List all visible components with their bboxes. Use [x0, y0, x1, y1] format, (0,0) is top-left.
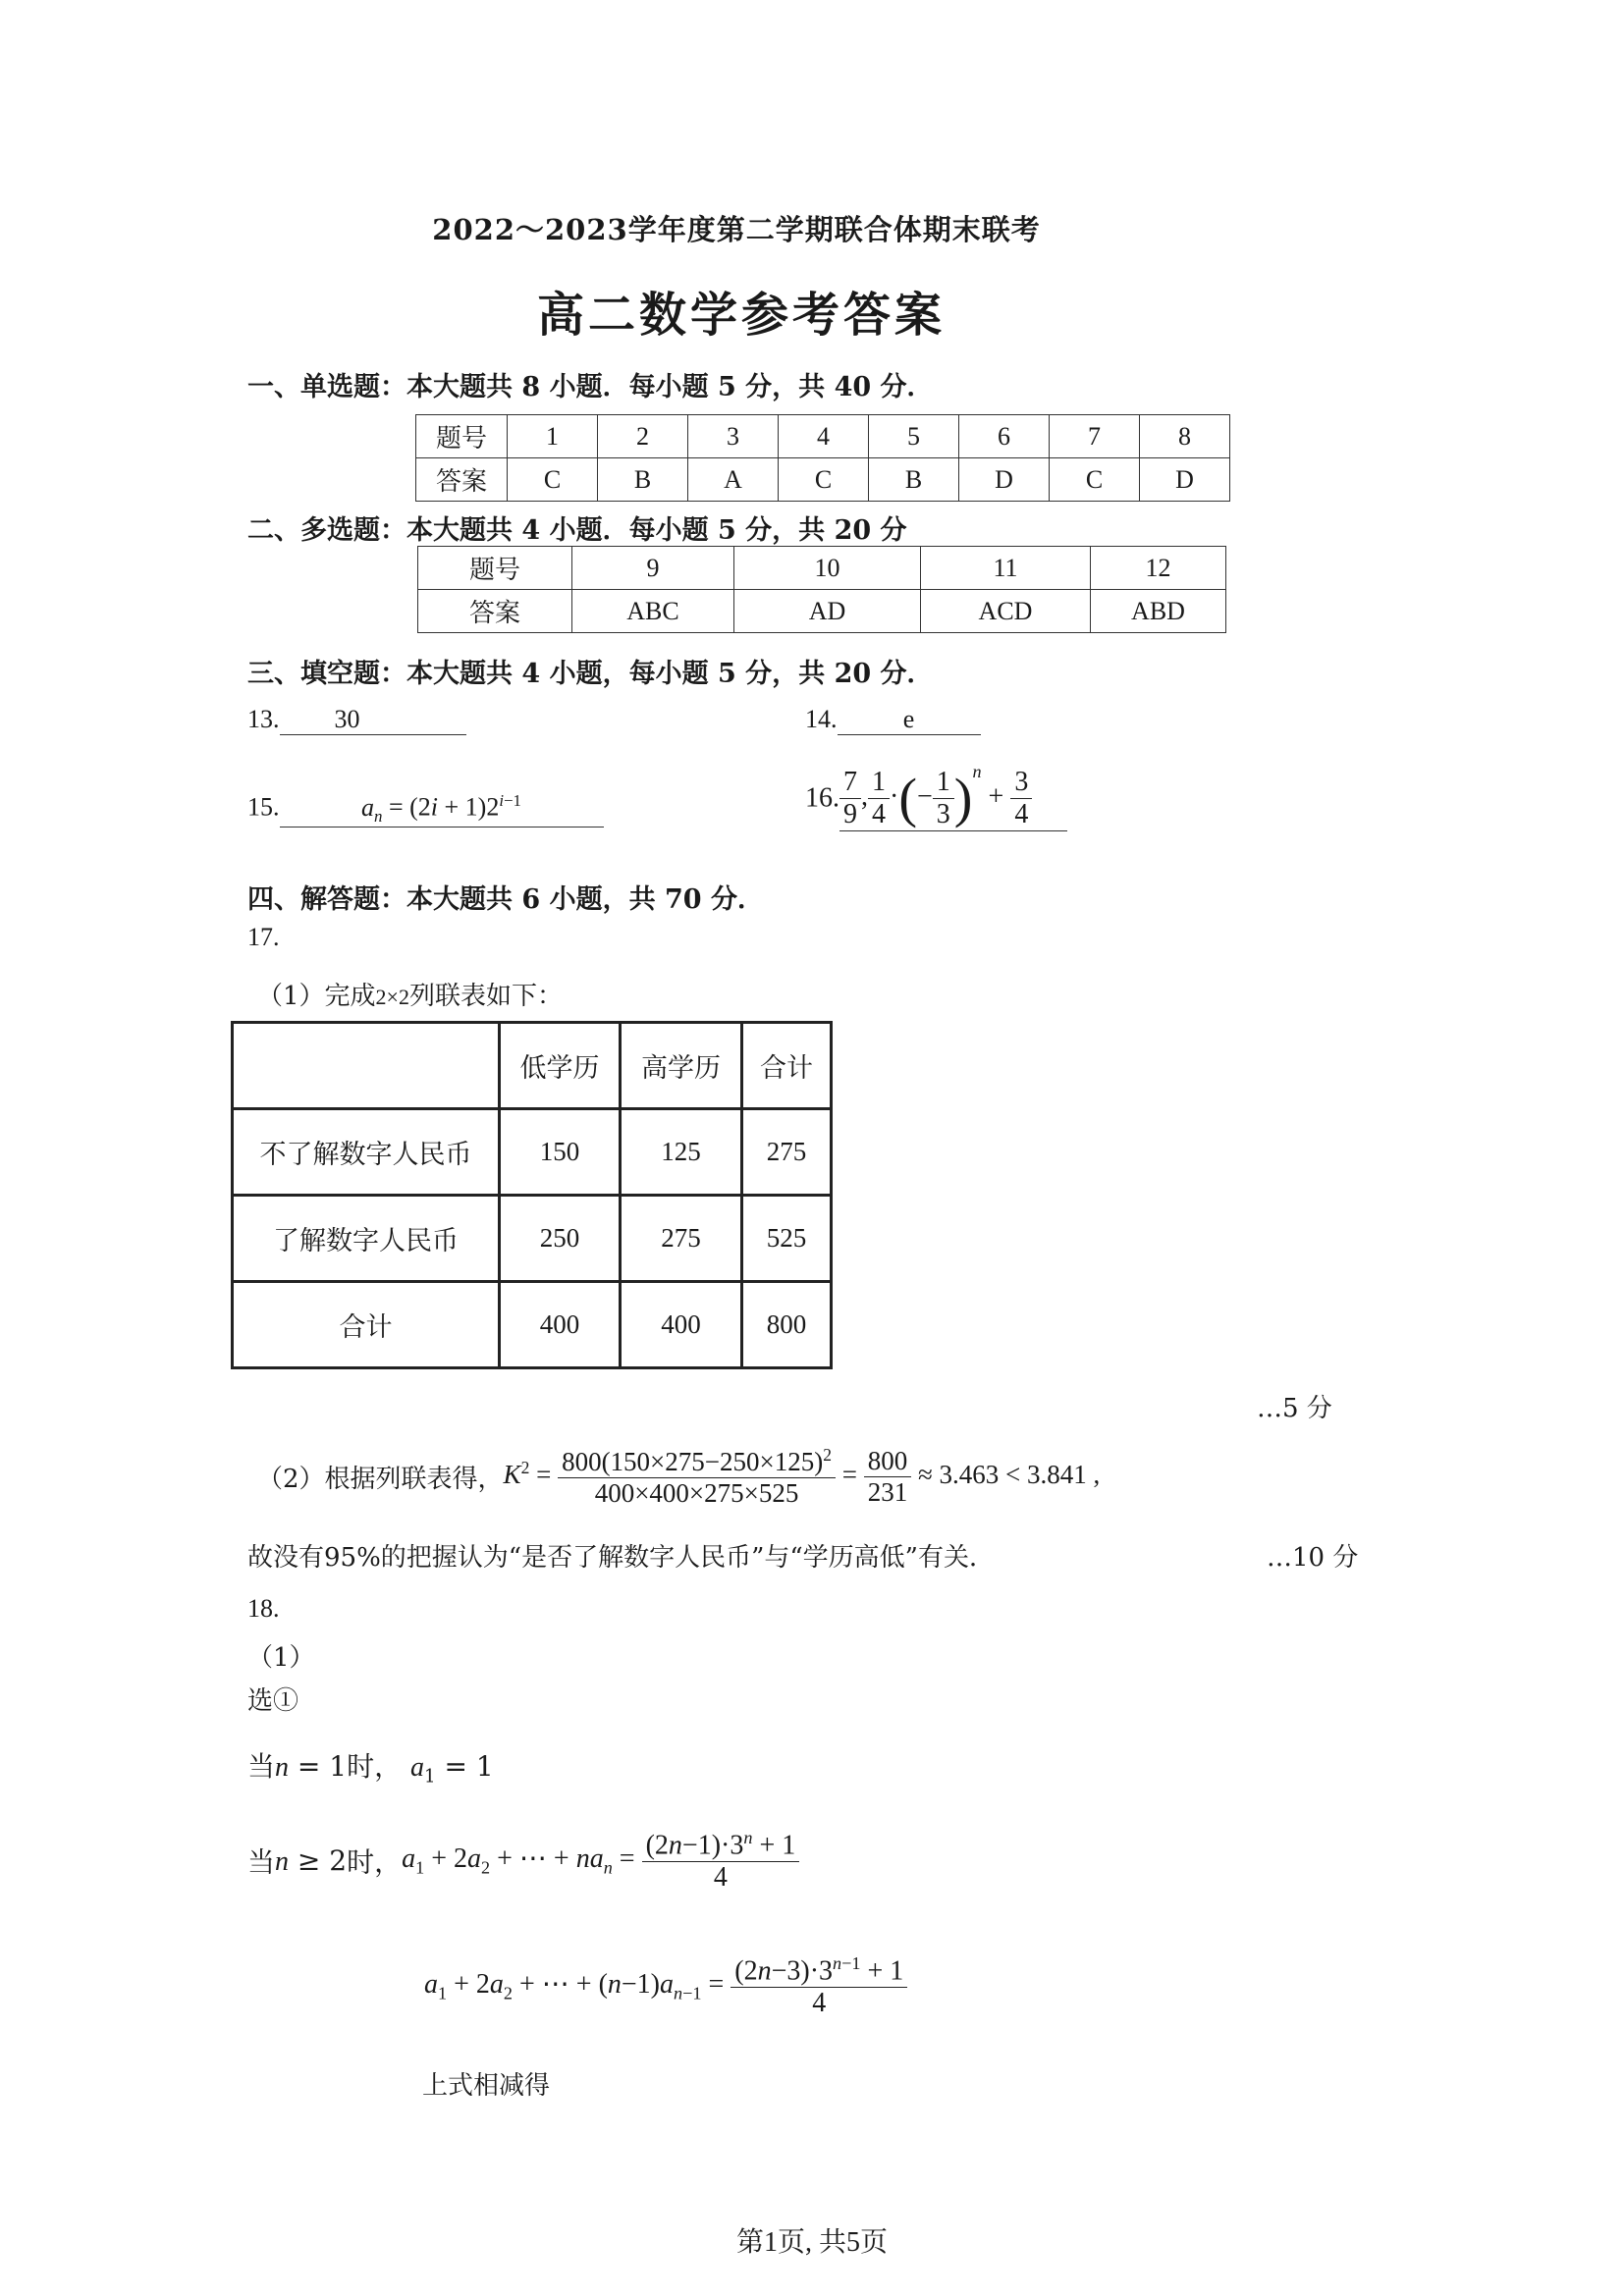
table-row — [233, 1109, 832, 1196]
answer-cell: A — [688, 458, 779, 502]
answer-cell: D — [959, 458, 1050, 502]
table-cell: 275 — [742, 1109, 832, 1196]
table-cell: 250 — [500, 1196, 621, 1282]
answer-cell: D — [1140, 458, 1230, 502]
question-14 — [805, 705, 981, 735]
question-15 — [247, 791, 604, 828]
table-row — [233, 1023, 832, 1109]
single-choice-answer-table — [415, 414, 1230, 502]
part-2-intro-text: （2）根据列联表得， — [257, 1465, 504, 1494]
table-row — [418, 590, 1226, 633]
section-4-heading: 四、解答题：本大题共 6 小题，共 70 分． — [247, 884, 764, 915]
equation-2: $a_1 + 2a_2$ + ⋯ + $(n-1)a_{n-1}$ = $\frac{(2n-3)\cdot 3^{n-1} + 1}{4}$ — [424, 1953, 907, 2019]
contingency-table — [231, 1021, 833, 1369]
part-1-tail-text: 列联表如下： — [408, 982, 563, 1011]
answer-cell: C — [1050, 458, 1140, 502]
table-row — [416, 415, 1230, 458]
part-1-intro-text: （1）完成 — [257, 982, 376, 1011]
table-row — [416, 458, 1230, 502]
score-mark-1: …5 分 — [1257, 1394, 1332, 1423]
row-label: 答案 — [418, 590, 572, 633]
table-cell: 合计 — [233, 1282, 500, 1368]
question-number: 12 — [1091, 547, 1226, 590]
question-16-answer: $\frac{7}{9}$ , $\frac{1}{4}$ ·(− $\frac{1}{3}$ )$^n$ + $\frac{3}{4}$ — [839, 762, 1067, 831]
page-number: 第1页, 共5页 — [735, 2227, 888, 2258]
answer-cell: ABD — [1091, 590, 1226, 633]
question-17-part-1-intro — [257, 976, 563, 1012]
question-number: 8 — [1140, 415, 1230, 458]
question-13-answer: 30 — [280, 705, 466, 735]
question-13-label: 13. — [247, 705, 280, 733]
answer-cell: B — [869, 458, 959, 502]
question-number: 7 — [1050, 415, 1140, 458]
question-18-choice: 选① — [247, 1686, 299, 1716]
case-2-suffix: 时， — [347, 1845, 403, 1879]
table-cell: 800 — [742, 1282, 832, 1368]
table-cell: 了解数字人民币 — [233, 1196, 500, 1282]
question-13 — [247, 705, 466, 735]
question-16 — [805, 762, 1067, 831]
table-row — [233, 1196, 832, 1282]
question-18-label: 18. — [247, 1594, 280, 1623]
equation-1: $a_1 + 2a_2$ + ⋯ + $na_n$ = $\frac{(2n-1)\cdot 3^n + 1}{4}$ — [402, 1843, 799, 1874]
table-header-cell: 合计 — [742, 1023, 832, 1109]
table-cell: 400 — [500, 1282, 621, 1368]
chi-square-formula: $K^2$ = $\frac{800(150\times 275-250\times 125)^2}{400\times 400\times 275\times 525}$ = $\frac{800}{231}$ ≈ 3.463 < 3.841 , — [503, 1445, 1101, 1508]
question-18-case-2: 当n ≥ 2时，$a_1 + 2a_2$ + ⋯ + $na_n$ = $\frac{(2n-1)\cdot 3^n + 1}{4}$ — [247, 1828, 799, 1894]
question-number: 2 — [598, 415, 688, 458]
question-15-answer: $a_n = (2i + 1)2^{i-1}$ — [280, 791, 604, 828]
answer-cell: ABC — [572, 590, 734, 633]
row-label: 答案 — [416, 458, 508, 502]
case-1-prefix: 当 — [247, 1750, 276, 1783]
table-cell: 525 — [742, 1196, 832, 1282]
answer-cell: C — [508, 458, 598, 502]
question-number: 9 — [572, 547, 734, 590]
row-label: 题号 — [416, 415, 508, 458]
table-cell: 不了解数字人民币 — [233, 1109, 500, 1196]
page-title: 高二数学参考答案 — [536, 288, 946, 343]
table-header-cell: 高学历 — [621, 1023, 742, 1109]
answer-cell: C — [779, 458, 869, 502]
section-1-heading: 一、单选题：本大题共 8 小题．每小题 5 分，共 40 分． — [247, 372, 934, 402]
question-number: 11 — [921, 547, 1091, 590]
question-16-label: 16. — [805, 782, 839, 814]
question-14-label: 14. — [805, 705, 838, 733]
question-number: 3 — [688, 415, 779, 458]
question-number: 4 — [779, 415, 869, 458]
question-number: 5 — [869, 415, 959, 458]
question-14-answer: e — [838, 705, 981, 735]
multiple-choice-answer-table — [417, 546, 1226, 633]
section-2-heading: 二、多选题：本大题共 4 小题．每小题 5 分，共 20 分 — [247, 515, 907, 546]
question-17-label: 17. — [247, 923, 280, 951]
question-number: 1 — [508, 415, 598, 458]
table-row — [418, 547, 1226, 590]
case-1-suffix: 时， — [347, 1750, 403, 1783]
question-18-part-1: （1） — [247, 1643, 315, 1673]
answer-cell: ACD — [921, 590, 1091, 633]
answer-cell: AD — [734, 590, 921, 633]
table-cell: 125 — [621, 1109, 742, 1196]
table-cell: 150 — [500, 1109, 621, 1196]
table-row — [233, 1282, 832, 1368]
subtraction-note: 上式相减得 — [422, 2071, 551, 2101]
question-number: 10 — [734, 547, 921, 590]
question-number: 6 — [959, 415, 1050, 458]
table-cell: 400 — [621, 1282, 742, 1368]
section-3-heading: 三、填空题：本大题共 4 小题，每小题 5 分，共 20 分． — [247, 659, 934, 689]
table-header-cell: 低学历 — [500, 1023, 621, 1109]
question-17-part-2 — [257, 1445, 1100, 1509]
table-header-cell — [233, 1023, 500, 1109]
answer-cell: B — [598, 458, 688, 502]
question-17-conclusion: 故没有95%的把握认为“是否了解数字人民币”与“学历高低”有关． — [247, 1543, 995, 1573]
exam-subtitle: 2022～2023学年度第二学期联合体期末联考 — [432, 213, 1041, 246]
table-size: 2×2 — [375, 985, 409, 1009]
case-2-prefix: 当 — [247, 1845, 276, 1879]
row-label: 题号 — [418, 547, 572, 590]
score-mark-2: …10 分 — [1267, 1543, 1359, 1573]
table-cell: 275 — [621, 1196, 742, 1282]
question-15-label: 15. — [247, 792, 280, 822]
question-18-case-1: 当n = 1时， $a_1 = 1$ — [247, 1750, 494, 1788]
